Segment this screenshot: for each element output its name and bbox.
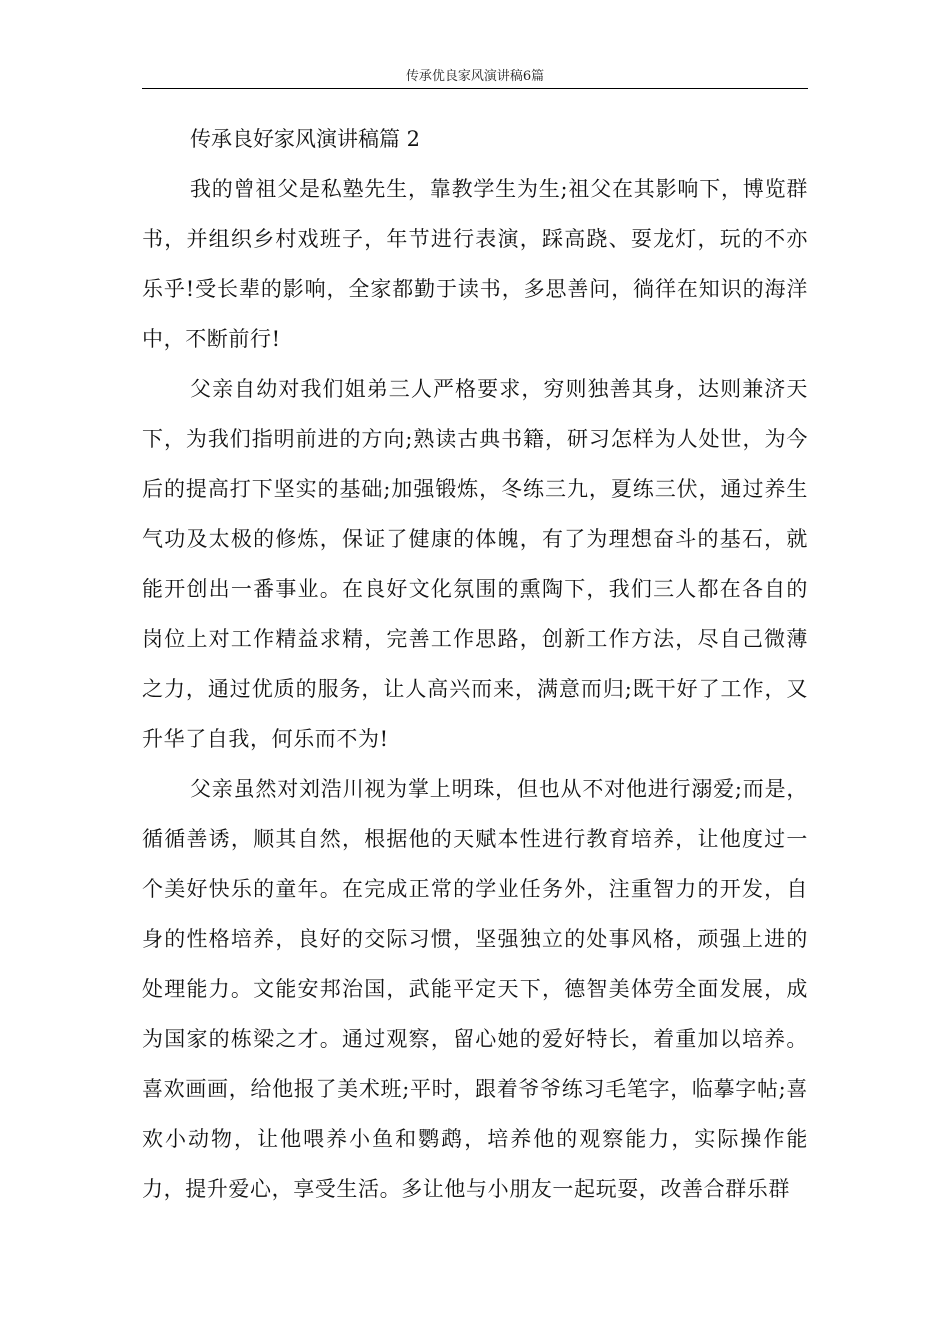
paragraph-1: 我的曾祖父是私塾先生，靠教学生为生;祖父在其影响下，博览群书，并组织乡村戏班子，年节进行表演，踩高跷、耍龙灯，玩的不亦乐乎!受长辈的影响，全家都勤于读书，多思善问，徜徉在知识的海洋中，不断前行! [142,177,808,351]
page-header: 传承优良家风演讲稿6篇 [405,69,545,84]
document-body [142,114,808,1214]
paragraph-3: 父亲虽然对刘浩川视为掌上明珠，但也从不对他进行溺爱;而是，循循善诱，顺其自然，根据他的天赋本性进行教育培养，让他度过一个美好快乐的童年。在完成正常的学业任务外，注重智力的开发，自身的性格培养，良好的交际习惯，坚强独立的处事风格，顽强上进的处理能力。文能安邦治国，武能平定天下，德智美体劳全面发展，成为国家的栋梁之才。通过观察，留心她的爱好特长，着重加以培养。喜欢画画，给他报了美术班;平时，跟着爷爷练习毛笔字，临摹字帖;喜欢小动物，让他喂养小鱼和鹦鹉，培养他的观察能力，实际操作能力，提升爱心，享受生活。多让他与小朋友一起玩耍，改善合群乐群 [142,777,808,1201]
header-divider [142,88,808,89]
paragraph-2: 父亲自幼对我们姐弟三人严格要求，穷则独善其身，达则兼济天下，为我们指明前进的方向;熟读古典书籍，研习怎样为人处世，为今后的提高打下坚实的基础;加强锻炼，冬练三九，夏练三伏，通过养生气功及太极的修炼，保证了健康的体魄，有了为理想奋斗的基石，就能开创出一番事业。在良好文化氛围的熏陶下，我们三人都在各自的岗位上对工作精益求精，完善工作思路，创新工作方法，尽自己微薄之力，通过优质的服务，让人高兴而来，满意而归;既干好了工作，又升华了自我，何乐而不为! [142,377,808,751]
section-title: 传承良好家风演讲稿篇 2 [190,127,421,151]
